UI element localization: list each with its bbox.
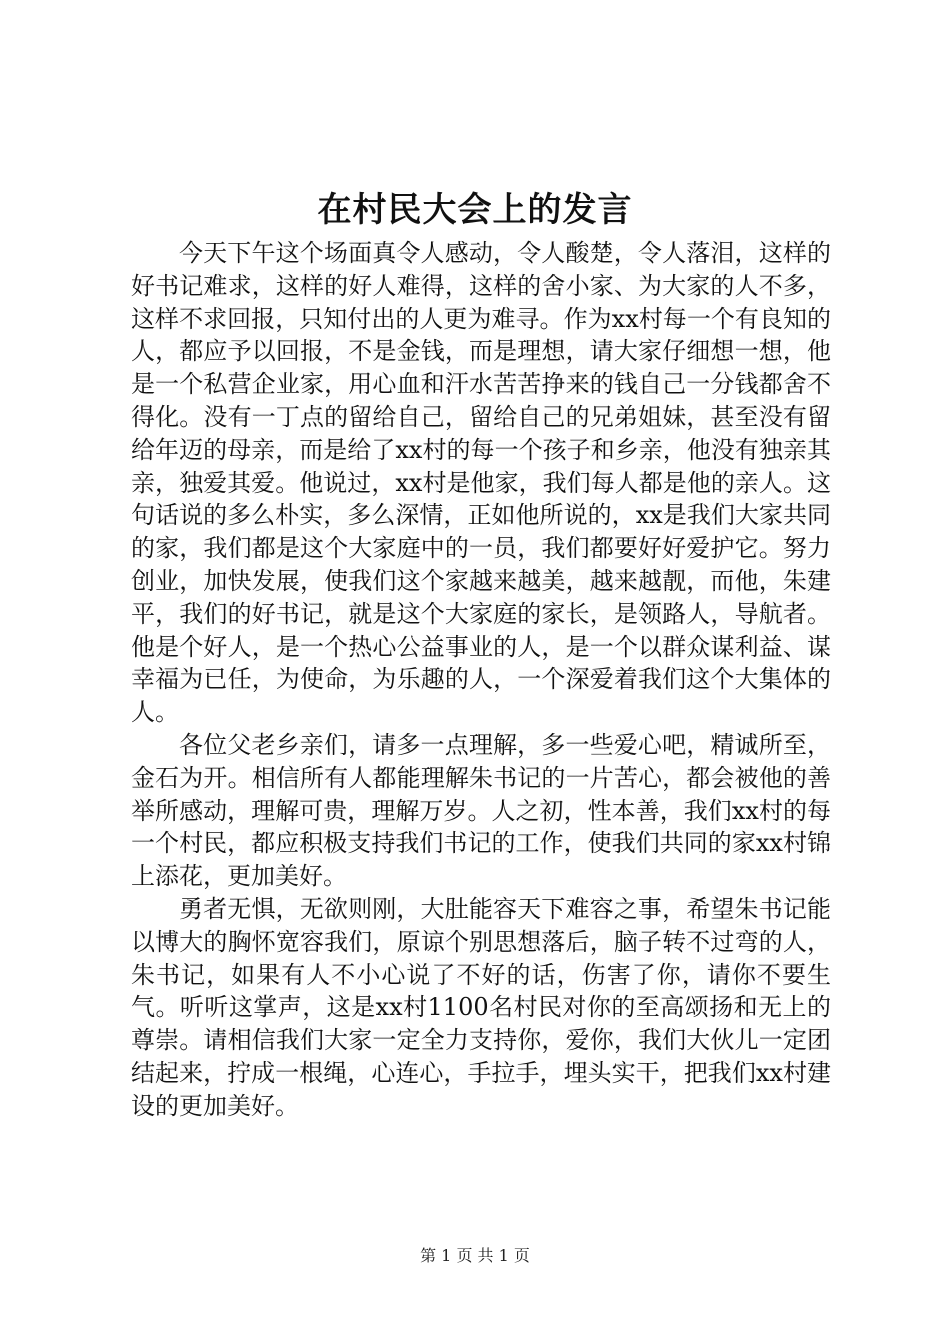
document-title: 在村民大会上的发言 (317, 190, 633, 230)
body-paragraph: 今天下午这个场面真令人感动，令人酸楚，令人落泪，这样的好书记难求，这样的好人难得，这样的舍小家、为大家的人不多，这样不求回报，只知付出的人更为难寻。作为xx村每一个有良知的人，都应予以回报，不是金钱，而是理想，请大家仔细想一想，他是一个私营企业家，用心血和汗水苦苦挣来的钱自己一分钱都舍不得化。没有一丁点的留给自己，留给自己的兄弟姐妹，甚至没有留给年迈的母亲，而是给了xx村的每一个孩子和乡亲，他没有独亲其亲，独爱其爱。他说过，xx村是他家，我们每人都是他的亲人。这句话说的多么朴实，多么深情，正如他所说的，xx是我们大家共同的家，我们都是这个大家庭中的一员，我们都要好好爱护它。努力创业，加快发展，使我们这个家越来越美，越来越靓，而他，朱建平，我们的好书记，就是这个大家庭的家长，是领路人，导航者。他是个好人，是一个热心公益事业的人，是一个以群众谋利益、谋幸福为已任，为使命，为乐趣的人，一个深爱着我们这个大集体的人。 (131, 239, 831, 727)
document-body (131, 237, 831, 1123)
body-paragraph: 勇者无惧，无欲则刚，大肚能容天下难容之事，希望朱书记能以博大的胸怀宽容我们，原谅个别思想落后，脑子转不过弯的人，朱书记，如果有人不小心说了不好的话，伤害了你，请你不要生气。听听这掌声，这是xx村1100名村民对你的至高颂扬和无上的尊崇。请相信我们大家一定全力支持你，爱你，我们大伙儿一定团结起来，拧成一根绳，心连心，手拉手，埋头实干，把我们xx村建设的更加美好。 (131, 894, 831, 1120)
body-paragraph: 各位父老乡亲们，请多一点理解，多一些爱心吧，精诚所至，金石为开。相信所有人都能理解朱书记的一片苦心，都会被他的善举所感动，理解可贵，理解万岁。人之初，性本善，我们xx村的每一个村民，都应积极支持我们书记的工作，使我们共同的家xx村锦上添花，更加美好。 (131, 730, 831, 891)
page-number-footer: 第 1 页 共 1 页 (420, 1246, 530, 1265)
